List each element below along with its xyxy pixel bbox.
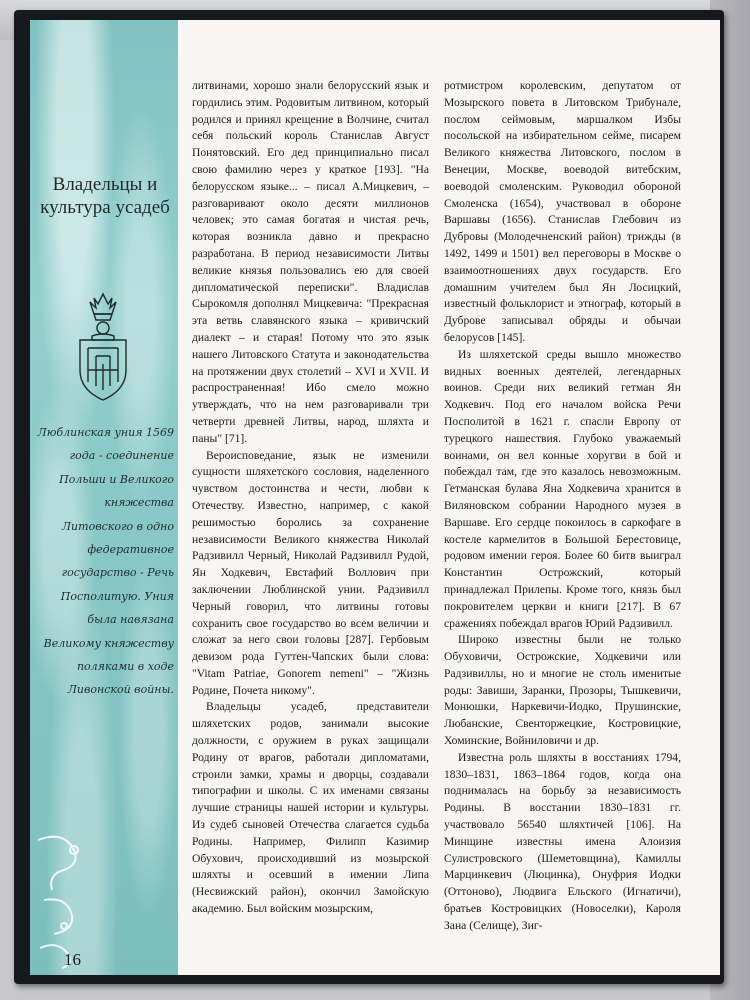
- book-page: [30, 20, 720, 975]
- paragraph: ротмистром королевским, депутатом от Мозырского повета в Литовском Трибунале, послом сеймовым, маршалком Избы посольской на избирательном сейме, писарем Великого княжества Литовского, послом в Венеции, Москве, воеводой витебским, воеводой смоленским. Руководил обороной Смоленска (1654), участвовал в обороне Варшавы (1656). Станислав Глебович из Дубровы (Молодечненский район) трижды (в 1492, 1499 и 1501) вел переговоры в Москве о взаимоотношениях двух государств. Его домашним учителем был Ян Лосицкий, известный фольклорист и этнограф, который в Дуброве записывал обряды и обычаи белорусов [145].: [444, 79, 681, 344]
- coat-of-arms-icon: [74, 290, 132, 402]
- decorative-sidebar: [30, 20, 178, 975]
- text-column-2: [444, 78, 681, 935]
- paragraph: Широко известны были не только Обуховичи, Острожские, Ходкевичи или Радзивиллы, но и многие не столь именитые роды: Завиши, Заранки, Прозоры, Тышкевичи, Монюшки, Наркевичи-Иодко, Прушинские, Любанские, Свенторжецкие, Костровицкие, Хоминские, Войниловичи и др.: [444, 633, 681, 748]
- page-number: 16: [64, 950, 81, 969]
- paragraph: литвинами, хорошо знали белорусский язык и гордились этим. Родовитым литвином, который родился и принял крещение в Волчине, считал себя польский король Станислав Август Понятовский. Его дед принципиально писал свою фамилию через у краткое [193]. "На белорусском языке... – писал А.Мицкевич, – разговаривают около десяти миллионов человек; это самая богатая и чистая речь, которая возникла давно и прекрасно разработана. В период независимости Литвы великие князья пользовались ею для своей дипломатической переписки". Владислав Сырокомля дополнял Мицкевича: "Прекрасная эта ветвь славянского языка – кривичский диалект – и старая! Потому что это язык нашего Литовского Статута и законодательства на протяжении двух столетий – XVI и XVII. И распространенная! Ибо смело можно утверждать, что на нем разговаривали три четверти древней Литвы, народ, шляхта и паны" [71].: [192, 79, 429, 445]
- section-title: Владельцы и культура усадеб: [40, 174, 170, 218]
- ornament-icon: [34, 830, 104, 970]
- paragraph: Вероисповедание, язык не изменили сущности шляхетского сословия, наделенного чувством достоинства и чести, любви к Отечеству. Известно, например, с какой решимостью боролись за сохранение независимости Великого княжества Николай Радзивилл Черный, Николай Радзивилл Рудой, Ян Ходкевич, Евстафий Воллович при заключении Люблинской унии. Радзивилл Черный говорил, что литвины готовы сохранить свое государство во всем величии и сложат за него свои головы [287]. Гербовым девизом рода Гуттен-Чапских были слова: "Vitam Patriae, Gonorem nemeni" – "Жизнь Родине, Почета никому".: [192, 448, 429, 697]
- paragraph: Из шляхетской среды вышло множество видных военных деятелей, легендарных воинов. Среди них великий гетман Ян Ходкевич. Под его началом войска Речи Посполитой в 1621 г. спасли Европу от турецкого нашествия. Глубоко уважаемый воинами, он вел конные хоругви в бой и побеждал там, где это казалось невозможным. Гетманская булава Яна Ходкевича хранится в Виляновском собрании Народного музея в Варшаве. Его сердце покоилось в саркофаге в костеле кармелитов в Большой Берестовице, родовом имении героя. Более 60 битв выиграл Константин Острожский, который принадлежал Прилепы. Кроме того, князь был покровителем церкви и книги [217]. В 67 сражениях побеждал врагов Юрий Радзивилл.: [444, 347, 681, 630]
- text-column-1: [192, 78, 429, 918]
- side-note: Люблинская уния 1569 года - соединение Польши и Великого княжества Литовского в одно федеративное государство - Речь Посполитую. Уния была навязана Великому княжеству поляками в ходе Ливонской войны.: [37, 426, 174, 697]
- paragraph: Владельцы усадеб, представители шляхетских родов, занимали высокие должности, с оружием в руках защищали Родину от врагов, работали дипломатами, строили замки, храмы и дворцы, создавали типографии и школы. С их именами связаны лучшие страницы нашей истории и культуры. Из судеб сыновей Отечества слагается судьба Родины. Например, Филипп Казимир Обухович, происходивший из мозырской шляхты и осевший в имении Липа (Несвижский район), окончил Замойскую академию. Был войским мозырским,: [192, 700, 429, 916]
- paragraph: Известна роль шляхты в восстаниях 1794, 1830–1831, 1863–1864 годов, когда она поднималась на борьбу за независимость Родины. В восстании 1830–1831 гг. участвовало 56540 шляхтичей [106]. На Минщине известны имена Алоизия Сулистровского (Шеметовщина), Камиллы Марцинкевич (Люцинка), Онуфрия Иодки (Оттоново), Людвига Ельского (Игнатичи), братьев Костровицких (Новоселки), Кароля Зана (Селище), Зиг-: [444, 750, 681, 932]
